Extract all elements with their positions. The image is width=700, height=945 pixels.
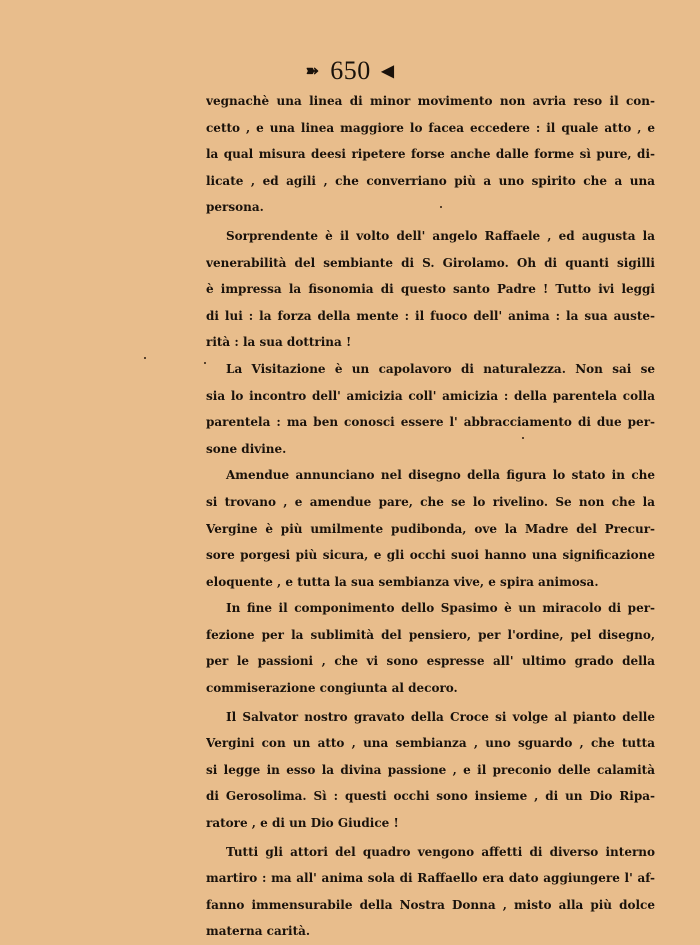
- text-line: ratore , e di un Dio Giudice !: [206, 816, 399, 831]
- text-line: sone divine.: [206, 441, 287, 456]
- text-line: Il Salvator nostro gravato della Croce si volge al pianto delle: [226, 709, 655, 724]
- text-line: eloquente , e tutta la sua sembianza vive, e spira animosa.: [206, 574, 599, 589]
- text-line: commiserazione congiunta al decoro.: [206, 681, 458, 696]
- page-header: [0, 56, 700, 86]
- paragraph: [206, 462, 655, 595]
- left-ornament: ➽: [305, 63, 320, 80]
- paragraph: [206, 223, 655, 356]
- ink-speck: [204, 362, 206, 364]
- text-line: di lui : la forza della mente : il fuoco dell' anima : la sua auste-: [206, 308, 655, 323]
- paragraph: [206, 88, 655, 221]
- text-line: martiro : ma all' anima sola di Raffaello era dato aggiungere l' af-: [206, 871, 655, 886]
- text-line: materna carità.: [206, 924, 311, 939]
- text-line: la qual misura deesi ripetere forse anche dalle forme sì pure, di-: [206, 147, 655, 162]
- text-line: fezione per la sublimità del pensiero, per l'ordine, pel disegno,: [206, 627, 655, 642]
- text-line: venerabilità del sembiante di S. Girolamo. Oh di quanti sigilli: [206, 255, 655, 270]
- text-line: sia lo incontro dell' amicizia coll' amicizia : della parentela colla: [206, 388, 655, 403]
- text-line: si legge in esso la divina passione , e il preconio delle calamità: [206, 762, 655, 777]
- text-line: cetto , e una linea maggiore lo facea eccedere : il quale atto , e: [206, 120, 655, 135]
- ink-speck: [144, 357, 146, 359]
- text-line: Amendue annunciano nel disegno della figura lo stato in che: [226, 468, 655, 483]
- text-line: fanno immensurabile della Nostra Donna , misto alla più dolce: [206, 897, 655, 912]
- text-line: per le passioni , che vi sono espresse all' ultimo grado della: [206, 654, 655, 669]
- text-line: Tutti gli attori del quadro vengono affetti di diverso interno: [226, 844, 655, 859]
- ink-speck: [522, 437, 524, 439]
- text-line: sore porgesi più sicura, e gli occhi suoi hanno una significazione: [206, 548, 655, 563]
- text-line: Vergine è più umilmente pudibonda, ove la Madre del Precur-: [206, 521, 655, 536]
- ink-speck: [440, 206, 442, 208]
- text-line: Vergini con un atto , una sembianza , uno sguardo , che tutta: [206, 736, 655, 751]
- text-line: persona.: [206, 200, 264, 215]
- text-line: parentela : ma ben conosci essere l' abbracciamento di due per-: [206, 415, 655, 430]
- text-line: è impressa la fisonomia di questo santo Padre ! Tutto ivi leggi: [206, 282, 655, 297]
- right-ornament: ◀: [381, 63, 395, 80]
- text-line: licate , ed agili , che converriano più a uno spirito che a una: [206, 173, 655, 188]
- text-line: In fine il componimento dello Spasimo è un miracolo di per-: [226, 601, 655, 616]
- text-line: rità : la sua dottrina !: [206, 335, 352, 350]
- paragraph: [206, 704, 655, 837]
- text-line: Sorprendente è il volto dell' angelo Raffaele , ed augusta la: [226, 228, 655, 243]
- text-line: di Gerosolima. Sì : questi occhi sono insieme , di un Dio Ripa-: [206, 789, 655, 804]
- text-line: vegnachè una linea di minor movimento non avria reso il con-: [206, 94, 655, 108]
- text-line: La Visitazione è un capolavoro di naturalezza. Non sai se: [226, 361, 655, 376]
- body-text: [206, 88, 655, 945]
- text-line: si trovano , e amendue pare, che se lo rivelino. Se non che la: [206, 494, 655, 509]
- page-number: 650: [330, 56, 371, 85]
- paragraph: [206, 595, 655, 701]
- paragraph: [206, 356, 655, 462]
- paragraph: [206, 839, 655, 945]
